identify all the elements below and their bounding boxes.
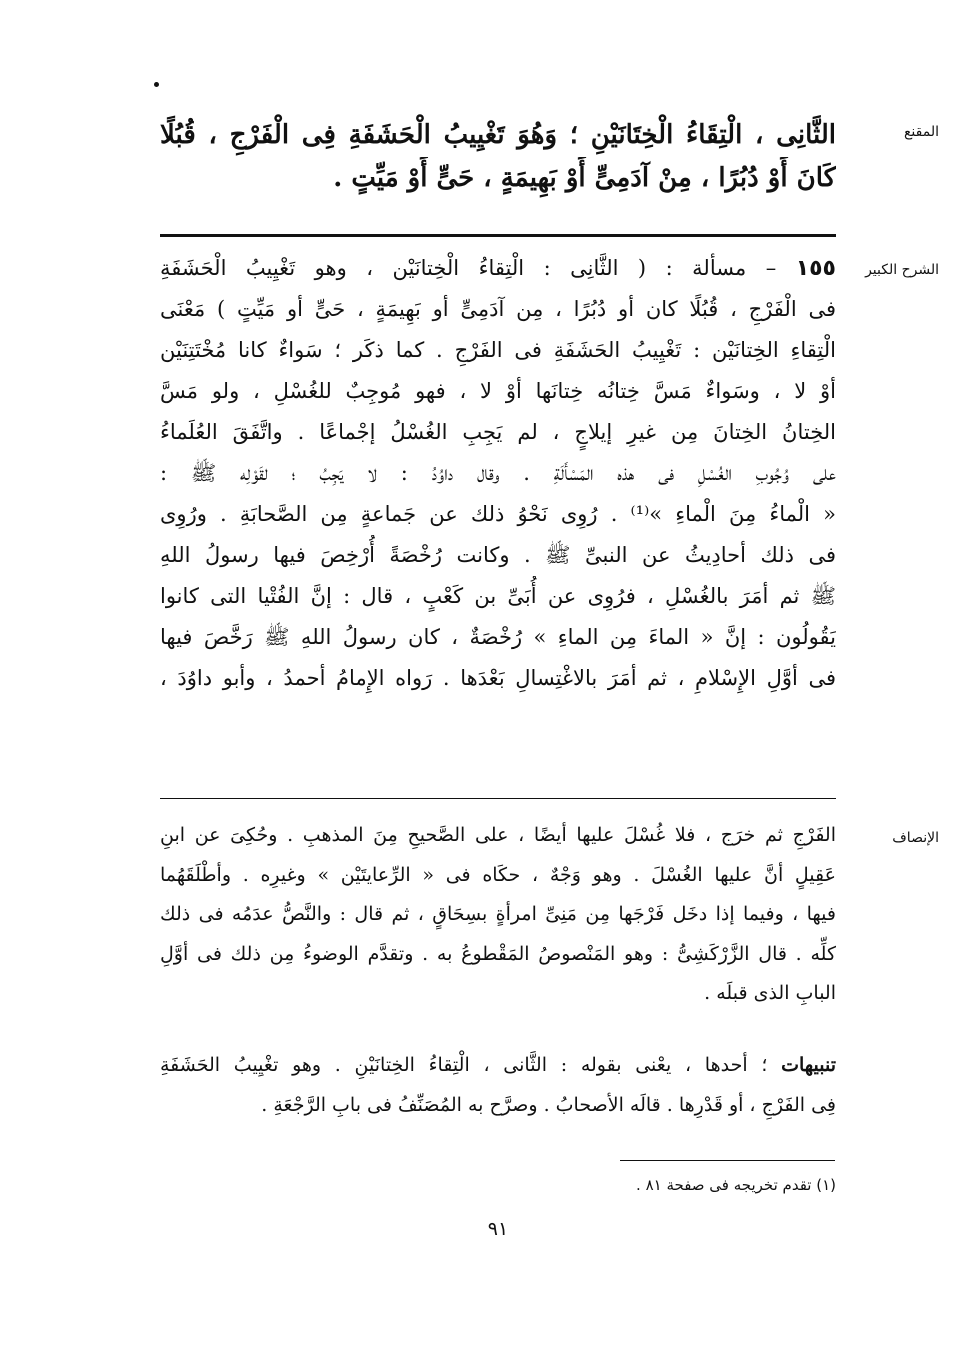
insaf-line: ؛ أحدها ، يعْنى بقوله : الثَّانى ، الْتِقاءُ الخِتانَيْنِ . وهو تغْيِيبُ الحَشَفَةِ	[160, 1054, 768, 1076]
page-number: ٩١	[487, 1218, 509, 1240]
sharh-line: ﷺ ثم أمَرَ بالغُسْلِ ، فرُوِى عن أُبَىِّ بن كَعْبٍ ، قال : إنَّ الفُتْيا التى كانوا	[160, 584, 836, 608]
sharh-line: الخِتانُ الخِتانَ مِن غيرِ إيلاجٍ ، لم يَجِبِ الغُسْلُ إجْماعًا . واتَّفَقَ العُلَماءُ	[160, 420, 836, 444]
sharh-line: فى الْفَرْجِ ، قُبُلًا كان أو دُبُرًا ، مِن آدَمِىٍّ أو بَهِيمَةٍ ، حَىٍّ أو مَيِّتٍ ) مَعْنَى	[160, 297, 836, 321]
notes-heading: تنبيهات	[781, 1054, 836, 1076]
matn-line: الثَّانِى ، الْتِقَاءُ الْخِتَانَيْنِ ؛ وَهُوَ تَغْيِيبُ الْحَشَفَةِ فِى الْفَرْجِ ، قُبُلًا	[160, 120, 836, 150]
section-label-sharh: الشرح الكبير	[865, 262, 939, 278]
matn-text	[160, 114, 836, 200]
insaf-line: فيها ، وفيما إذا دخَل فَرْجَها مِن مَنِىِّ امرأةٍ بسِحَاقٍ ، ثم قال : والنَّصُّ عدَمُه فى ذلك	[160, 903, 836, 925]
section-label-insaf: الإنصاف	[892, 830, 939, 846]
section-divider	[160, 234, 836, 237]
section-divider	[160, 798, 836, 799]
matn-line: كَانَ أَوْ دُبُرًا ، مِنْ آدَمِىٍّ أَوْ بَهِيمَةٍ ، حَىٍّ أَوْ مَيِّتٍ .	[333, 163, 836, 193]
insaf-line: كلِّه . قال الزَّرْكَشِىُّ : وهو المَنْصوصُ المَقْطوعُ به . وتقدَّم الوضوءُ مِن ذلك فى أوَّلِ	[160, 942, 836, 965]
insaf-text	[160, 816, 836, 1014]
sharh-line: على وُجُوبِ الغُسْلِ فى هذه المَسْأَلَةِ . وقال داوُدُ : لا يَجِبُ ؛ لقَوْلِه ﷺ :	[160, 461, 836, 485]
section-label-muqni: المقنع	[903, 124, 939, 140]
sharh-line: فى ذلك أحادِيثُ عن النبىِّ ﷺ . وكانت رُخْصَةً أُرْخِصَ فيها رسولُ اللهِ	[160, 543, 836, 567]
insaf-line: البابِ الذى قبلَه .	[704, 982, 836, 1004]
sharh-line: – مسألة : ( الثَّانِى : الْتِقاءُ الْخِتانَيْن ، وهو تَغْيِيبُ الْحَشَفَةِ	[160, 256, 777, 280]
footnote: (١) تقدم تخريجه فى صفحة ٨١ .	[636, 1176, 836, 1194]
sharh-line: يَقُولُون : إنَّ « الماءَ مِن الماءِ » رُخْصَةٌ ، كان رسولُ اللهِ ﷺ رَخَّصَ فيها	[160, 625, 836, 649]
sharh-line: الْتِقاءِ الخِتانَيْن : تَغْيِيبُ الحَشَفَةِ فى الفَرْجِ . كما ذكَر ؛ سَواءٌ كانا مُخْتَتِنَيْن	[160, 338, 836, 362]
ink-dot	[154, 82, 159, 87]
insaf-notes	[160, 1046, 836, 1125]
insaf-notes-first-line	[160, 1046, 836, 1086]
insaf-line: عَقِيلٍ أنَّ عليها الغُسْلَ . وهو وَجْهٌ ، حكَاه فى « الرِّعايتَيْن » وغيرِه . وأطْلَقَهُما	[160, 863, 836, 886]
insaf-line: فِى الفَرْجِ ، أو قَدْرِها . قالَه الأصحابُ . وصرَّح به المُصَنِّفُ فى بابِ الرَّجْعَةِ .	[261, 1093, 836, 1116]
sharh-first-line	[160, 248, 836, 289]
issue-number: ١٥٥	[795, 256, 836, 281]
footnote-divider	[620, 1160, 835, 1161]
sharh-line: أوْ لا ، وسَواءٌ مَسَّ خِتانُه خِتانَها أوْ لا ، فهو مُوجِبٌ للغُسْلِ ، ولو مَسَّ	[160, 379, 836, 403]
sharh-line: فى أوَّلِ الإِسْلامِ ، ثم أمَرَ بالاغْتِسالِ بَعْدَها . رَواه الإِمامُ أحمدُ ، وأبو داوُدَ ،	[160, 666, 836, 690]
insaf-line: الفَرْجِ ثم خرَج ، فلا غُسْلَ عليها أيضًا ، على الصَّحيحِ مِنَ المذهبِ . وحُكِىَ عن ابنِ	[160, 824, 836, 846]
sharh-line: « الْماءُ مِنَ الْماءِ »⁽¹⁾ . رُوِى نَحْوُ ذلك عن جَماعةٍ مِن الصَّحابَةِ . ورُوِى	[160, 502, 836, 526]
sharh-text	[160, 248, 836, 699]
